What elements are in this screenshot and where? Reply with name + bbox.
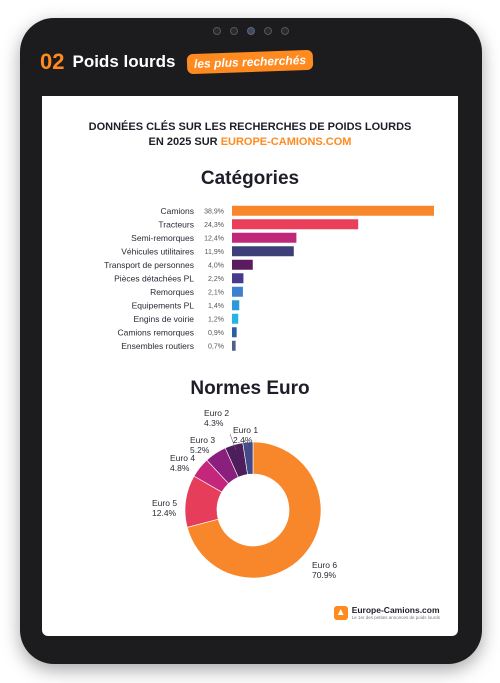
bar-5: [232, 260, 253, 270]
bar-11: [232, 341, 236, 351]
donut-slice-name: Euro 6: [312, 560, 338, 570]
bar-category-label: Equipements PL: [131, 300, 194, 311]
truck-logo-icon: ▲: [334, 606, 348, 620]
bar-category-label: Ensembles routiers: [121, 340, 194, 351]
tablet-screen: [42, 96, 458, 636]
bar-category-label: Semi-remorques: [131, 232, 194, 243]
intro-line-1: DONNÉES CLÉS SUR LES RECHERCHES DE POIDS LOURDS: [88, 121, 412, 133]
donut-slice-value: 4.8%: [170, 463, 190, 473]
bar-category-label: Transport de personnes: [104, 259, 194, 270]
bar-10: [232, 327, 237, 337]
donut-slice-value: 2.4%: [233, 435, 253, 445]
section-title: Poids lourds: [72, 52, 176, 71]
bar-category-label: Véhicules utilitaires: [121, 246, 194, 257]
logo-tagline: Le 1er des petites annonces de poids lourds: [351, 615, 440, 620]
donut-slice-name: Euro 5: [152, 498, 178, 508]
bar-category-label: Camions remorques: [117, 327, 194, 338]
donut-slice-value: 70.9%: [312, 570, 337, 580]
bar-8: [232, 300, 239, 310]
bar-category-label: Engins de voirie: [133, 313, 194, 324]
logo-name: Europe-Camions.com: [351, 605, 440, 615]
bar-9: [232, 314, 238, 324]
charts-canvas: [42, 96, 458, 636]
bar-value-label: 2,2%: [208, 275, 224, 283]
donut-slice-value: 5.2%: [190, 445, 210, 455]
donut-slice-value: 12.4%: [152, 508, 177, 518]
bar-chart-title: Catégories: [200, 168, 300, 189]
donut-slice-name: Euro 1: [233, 425, 259, 435]
bar-7: [232, 287, 243, 297]
bar-value-label: 1,2%: [208, 316, 224, 324]
donut-slice-value: 4.3%: [204, 418, 224, 428]
bar-6: [232, 273, 243, 283]
intro-site-name: EUROPE-CAMIONS.COM: [220, 136, 352, 148]
donut-slice-name: Euro 3: [190, 435, 216, 445]
bar-3: [232, 233, 296, 243]
bar-category-label: Tracteurs: [158, 219, 194, 230]
bar-value-label: 1,4%: [208, 302, 224, 310]
donut-slice-name: Euro 4: [170, 453, 196, 463]
bar-value-label: 2,1%: [208, 289, 224, 297]
donut-chart-title: Normes Euro: [190, 378, 310, 399]
bar-value-label: 24,3%: [204, 221, 224, 229]
bar-value-label: 4,0%: [208, 262, 224, 270]
bar-value-label: 38,9%: [204, 208, 224, 216]
bar-value-label: 0,9%: [208, 329, 224, 337]
donut-slice-name: Euro 2: [204, 408, 230, 418]
brand-logo: [334, 605, 440, 620]
bar-4: [232, 246, 294, 256]
bar-1: [232, 206, 434, 216]
section-header: [22, 28, 440, 96]
bar-category-label: Remorques: [150, 286, 194, 297]
logo-text: [352, 605, 440, 620]
bar-2: [232, 219, 358, 229]
bar-value-label: 0,7%: [208, 343, 224, 351]
bar-value-label: 12,4%: [204, 235, 224, 243]
intro-line-2-prefix: EN 2025 SUR: [148, 136, 221, 148]
section-tag: les plus recherchés: [187, 50, 314, 74]
bar-value-label: 11,9%: [204, 248, 224, 256]
section-number: 02: [40, 49, 65, 74]
bar-category-label: Camions: [160, 205, 194, 216]
bar-category-label: Pièces détachées PL: [114, 273, 194, 284]
